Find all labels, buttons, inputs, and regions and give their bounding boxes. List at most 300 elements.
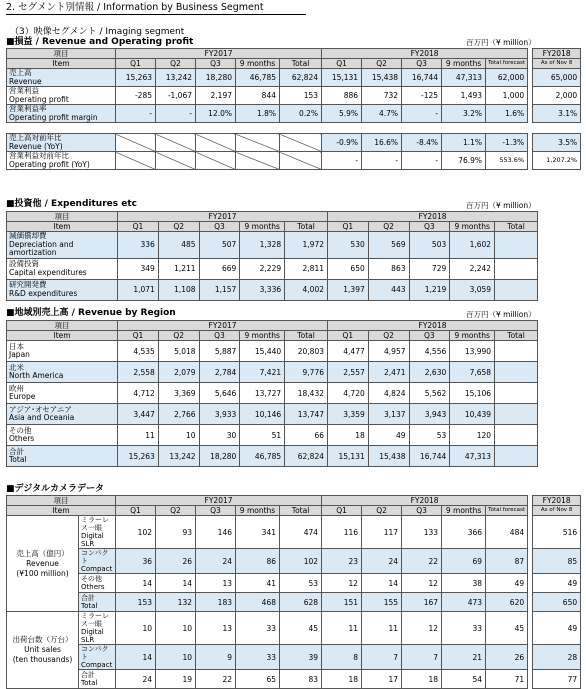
header-fy17-total: Total: [285, 331, 328, 341]
value-cell: 41: [236, 574, 280, 593]
nov-forecast-cell: 650: [533, 593, 581, 612]
value-cell: 1,219: [409, 279, 450, 300]
header-fy18-total: Total: [495, 331, 538, 341]
value-cell: 4,556: [409, 341, 450, 362]
value-cell: 14: [116, 645, 156, 670]
value-cell: 49: [486, 574, 528, 593]
value-cell: [495, 383, 538, 404]
spacer-cell: [7, 123, 581, 134]
pl-section-title: ■損益 / Revenue and Operating profit: [6, 37, 194, 47]
header-fy18-q1: Q1: [328, 222, 369, 232]
row-label-jp: コンパクト: [81, 645, 109, 661]
row-label-en: Compact: [81, 661, 113, 669]
nov-forecast-cell: 1,207.2%: [533, 152, 581, 170]
value-cell: 4,720: [328, 383, 369, 404]
value-cell: 10,439: [450, 404, 495, 425]
value-cell: 12.0%: [196, 105, 236, 123]
header-as-of-nov: As of Nov 8: [533, 506, 581, 516]
value-cell: 117: [362, 516, 402, 549]
capex-row: [7, 232, 538, 259]
header-fy17-total: Total: [280, 59, 322, 69]
value-cell: 46,785: [236, 69, 280, 87]
header-fy18-q3: Q3: [409, 222, 450, 232]
value-cell: 13,747: [285, 404, 328, 425]
nov-forecast-cell: 65,000: [533, 69, 581, 87]
header-fy2018: FY2018: [328, 212, 538, 222]
nov-forecast-cell: 49: [533, 574, 581, 593]
camera-revenue-group-label: [7, 516, 79, 612]
value-cell: 2,630: [409, 362, 450, 383]
value-cell: 507: [199, 232, 240, 259]
value-cell: [495, 404, 538, 425]
no-data-cell: [116, 152, 156, 170]
value-cell: 5,887: [199, 341, 240, 362]
nov-forecast-cell: 3.5%: [533, 134, 581, 152]
row-label-en: Compact: [81, 565, 113, 573]
value-cell: 151: [322, 593, 362, 612]
value-cell: 1.6%: [486, 105, 528, 123]
value-cell: 38: [442, 574, 486, 593]
row-label-jp: 研究開発費: [9, 280, 47, 289]
value-cell: 2,558: [118, 362, 159, 383]
value-cell: 66: [285, 425, 328, 446]
value-cell: 26: [486, 645, 528, 670]
no-data-cell: [156, 152, 196, 170]
value-cell: 24: [362, 549, 402, 574]
row-label-en: Asia and Oceania: [9, 413, 75, 422]
value-cell: 15,440: [240, 341, 285, 362]
value-cell: 3,059: [450, 279, 495, 300]
header-fy17-q2: Q2: [156, 59, 196, 69]
value-cell: 65: [236, 670, 280, 689]
value-cell: 16,744: [409, 446, 450, 467]
value-cell: 1,972: [285, 232, 328, 259]
region-row-label: [7, 404, 118, 425]
value-cell: 2,229: [240, 258, 285, 279]
value-cell: 62,824: [280, 69, 322, 87]
header-fy18-q3: Q3: [409, 331, 450, 341]
region-row: [7, 383, 538, 404]
header-fy17-q1: Q1: [116, 59, 156, 69]
header-fy18-nine: 9 months: [442, 59, 486, 69]
group-label-en-1: Revenue: [26, 558, 59, 568]
value-cell: 2,784: [199, 362, 240, 383]
value-cell: 23: [322, 549, 362, 574]
header-item-en: Item: [7, 222, 118, 232]
row-label-en: Total: [9, 455, 27, 464]
region-row: [7, 362, 538, 383]
row-label-en: Total: [81, 679, 98, 687]
value-cell: 20,803: [285, 341, 328, 362]
no-data-cell: [156, 134, 196, 152]
nov-forecast-cell: 77: [533, 670, 581, 689]
value-cell: 69: [442, 549, 486, 574]
value-cell: 336: [118, 232, 159, 259]
group-label-jp: 売上高（億円）: [16, 548, 69, 558]
row-label-jp: 合計: [81, 594, 95, 602]
value-cell: 16.6%: [362, 134, 402, 152]
row-label-en: Digital SLR: [81, 532, 104, 548]
header-fy17-q2: Q2: [156, 506, 196, 516]
camera-revenue-row-label: [79, 574, 116, 593]
capex-table: [6, 211, 538, 301]
value-cell: 24: [116, 670, 156, 689]
value-cell: 86: [236, 549, 280, 574]
region-row-label: [7, 341, 118, 362]
capex-unit-note: 百万円（¥ million）: [466, 201, 536, 210]
camera-units-row: [7, 670, 581, 689]
value-cell: 669: [199, 258, 240, 279]
value-cell: 17: [362, 670, 402, 689]
value-cell: 5,562: [409, 383, 450, 404]
value-cell: 13: [196, 612, 236, 645]
region-row-label: [7, 362, 118, 383]
section-subtitle: （3）映像セグメント / Imaging segment: [10, 27, 185, 37]
header-fy18-q1: Q1: [322, 506, 362, 516]
value-cell: 485: [158, 232, 199, 259]
value-cell: 1,000: [486, 87, 528, 105]
value-cell: 4,535: [118, 341, 159, 362]
value-cell: 183: [196, 593, 236, 612]
value-cell: 5.9%: [322, 105, 362, 123]
capex-row: [7, 279, 538, 300]
group-label-en-2: (ten thousands): [12, 655, 73, 664]
camera-revenue-row-label: [79, 593, 116, 612]
value-cell: 15,438: [368, 446, 409, 467]
row-label-en: Revenue (YoY): [9, 141, 63, 151]
value-cell: 15,438: [362, 69, 402, 87]
row-label-jp: 欧州: [9, 383, 24, 393]
value-cell: 620: [486, 593, 528, 612]
value-cell: 1,071: [118, 279, 159, 300]
row-label-jp: 営業利益: [9, 86, 39, 95]
pl-yoy-row: [7, 152, 581, 170]
row-label-en: Operating profit margin: [9, 112, 98, 122]
value-cell: 3,447: [118, 404, 159, 425]
header-fy17-nine: 9 months: [240, 222, 285, 232]
value-cell: 153: [116, 593, 156, 612]
value-cell: 7,658: [450, 362, 495, 383]
value-cell: 12: [322, 574, 362, 593]
value-cell: [495, 446, 538, 467]
header-fy18-q3: Q3: [402, 506, 442, 516]
header-fy18-total-forecast: Total forecast: [486, 506, 528, 516]
header-fy2017: FY2017: [118, 212, 328, 222]
value-cell: 33: [236, 612, 280, 645]
value-cell: 4,477: [328, 341, 369, 362]
pl-row-label: [7, 87, 116, 105]
header-fy18-q3: Q3: [402, 59, 442, 69]
nov-forecast-cell: 28: [533, 645, 581, 670]
header-row-1: [7, 212, 538, 222]
value-cell: 5,018: [158, 341, 199, 362]
value-cell: 132: [156, 593, 196, 612]
value-cell: 45: [280, 612, 322, 645]
header-row-2: [7, 506, 581, 516]
value-cell: 473: [442, 593, 486, 612]
header-fy2017: FY2017: [118, 321, 328, 331]
row-label-en: Depreciation and amortization: [9, 239, 74, 257]
header-item-en: Item: [7, 506, 116, 516]
value-cell: 26: [156, 549, 196, 574]
value-cell: -: [116, 105, 156, 123]
value-cell: 3,943: [409, 404, 450, 425]
value-cell: 76.9%: [442, 152, 486, 170]
header-fy17-total: Total: [280, 506, 322, 516]
value-cell: 569: [368, 232, 409, 259]
value-cell: 3.2%: [442, 105, 486, 123]
row-label-jp: 合計: [9, 446, 24, 456]
value-cell: 2,079: [158, 362, 199, 383]
pl-yoy-label: [7, 134, 116, 152]
region-row: [7, 446, 538, 467]
header-fy18-q1: Q1: [322, 59, 362, 69]
header-fy18-q1: Q1: [328, 331, 369, 341]
header-fy2017: FY2017: [116, 496, 322, 506]
value-cell: 1,602: [450, 232, 495, 259]
value-cell: 3,369: [158, 383, 199, 404]
value-cell: -1.3%: [486, 134, 528, 152]
row-label-jp: コンパクト: [81, 549, 109, 565]
value-cell: -: [402, 152, 442, 170]
value-cell: 22: [196, 670, 236, 689]
value-cell: 366: [442, 516, 486, 549]
value-cell: 49: [368, 425, 409, 446]
no-data-cell: [280, 152, 322, 170]
nov-forecast-cell: 49: [533, 612, 581, 645]
camera-units-row: [7, 645, 581, 670]
nov-forecast-cell: 85: [533, 549, 581, 574]
camera-units-row: [7, 612, 581, 645]
value-cell: 5,646: [199, 383, 240, 404]
value-cell: -: [402, 105, 442, 123]
no-data-cell: [196, 134, 236, 152]
value-cell: 3,137: [368, 404, 409, 425]
value-cell: 53: [409, 425, 450, 446]
value-cell: 18,280: [199, 446, 240, 467]
header-fy17-q1: Q1: [116, 506, 156, 516]
value-cell: 116: [322, 516, 362, 549]
value-cell: 15,263: [118, 446, 159, 467]
value-cell: [495, 425, 538, 446]
value-cell: 2,197: [196, 87, 236, 105]
header-item-jp: 項目: [7, 212, 118, 222]
value-cell: 15,131: [322, 69, 362, 87]
row-label-en: Total: [81, 602, 98, 610]
region-row: [7, 341, 538, 362]
region-row-label: [7, 425, 118, 446]
value-cell: 341: [236, 516, 280, 549]
header-fy18-q2: Q2: [362, 59, 402, 69]
header-fy18-total: Total: [495, 222, 538, 232]
value-cell: 4.7%: [362, 105, 402, 123]
header-fy2018: FY2018: [322, 496, 528, 506]
value-cell: 14: [362, 574, 402, 593]
no-data-cell: [116, 134, 156, 152]
row-label-jp: 営業利益率: [9, 104, 47, 113]
value-cell: 484: [486, 516, 528, 549]
value-cell: 1.8%: [236, 105, 280, 123]
value-cell: 62,000: [486, 69, 528, 87]
value-cell: 30: [199, 425, 240, 446]
capex-section-title: ■投資他 / Expenditures etc: [6, 199, 137, 209]
header-fy17-nine: 9 months: [236, 506, 280, 516]
row-label-jp: 売上高: [9, 68, 32, 77]
value-cell: -: [362, 152, 402, 170]
value-cell: 4,712: [118, 383, 159, 404]
value-cell: 503: [409, 232, 450, 259]
pl-unit-note: 百万円（¥ million）: [466, 38, 536, 47]
pl-yoy-row: [7, 134, 581, 152]
value-cell: 10: [158, 425, 199, 446]
header-item-en: Item: [7, 59, 116, 69]
camera-section-title: ■デジタルカメラデータ: [6, 484, 104, 494]
header-fy17-q1: Q1: [118, 331, 159, 341]
value-cell: [495, 362, 538, 383]
value-cell: 1,157: [199, 279, 240, 300]
header-fy18-nine: 9 months: [450, 222, 495, 232]
row-label-jp: ミラーレス一眼: [81, 612, 109, 628]
region-row-label: [7, 383, 118, 404]
value-cell: 13,242: [156, 69, 196, 87]
value-cell: [495, 341, 538, 362]
value-cell: 732: [362, 87, 402, 105]
row-label-jp: アジア･オセアニア: [9, 404, 72, 414]
row-label-jp: 合計: [81, 671, 95, 679]
camera-table: [6, 495, 581, 689]
header-item-jp: 項目: [7, 496, 116, 506]
camera-revenue-row-label: [79, 516, 116, 549]
header-fy18-q2: Q2: [362, 506, 402, 516]
camera-units-group-label: [7, 612, 79, 689]
value-cell: 71: [486, 670, 528, 689]
value-cell: 12: [402, 612, 442, 645]
value-cell: 10: [156, 645, 196, 670]
value-cell: 474: [280, 516, 322, 549]
value-cell: 2,811: [285, 258, 328, 279]
row-label-en: Europe: [9, 392, 36, 401]
value-cell: 1,108: [158, 279, 199, 300]
camera-units-row-label: [79, 670, 116, 689]
value-cell: 16,744: [402, 69, 442, 87]
header-fy18-nine: 9 months: [442, 506, 486, 516]
value-cell: 22: [402, 549, 442, 574]
value-cell: 15,131: [328, 446, 369, 467]
value-cell: 1,397: [328, 279, 369, 300]
value-cell: 650: [328, 258, 369, 279]
value-cell: 18,432: [285, 383, 328, 404]
value-cell: 167: [402, 593, 442, 612]
header-fy17-q2: Q2: [158, 331, 199, 341]
region-row: [7, 404, 538, 425]
capex-row-label: [7, 279, 118, 300]
header-fy2017: FY2017: [116, 49, 322, 59]
value-cell: 11: [118, 425, 159, 446]
value-cell: 3,359: [328, 404, 369, 425]
value-cell: 24: [196, 549, 236, 574]
header-fy17-q1: Q1: [118, 222, 159, 232]
row-label-jp: ミラーレス一眼: [81, 516, 109, 532]
pl-row: [7, 87, 581, 105]
value-cell: 36: [116, 549, 156, 574]
value-cell: 51: [240, 425, 285, 446]
row-label-en: North America: [9, 371, 64, 380]
value-cell: 4,002: [285, 279, 328, 300]
value-cell: 47,313: [450, 446, 495, 467]
row-label-jp: 売上高対前年比: [9, 133, 62, 142]
region-table: [6, 320, 538, 467]
value-cell: 443: [368, 279, 409, 300]
header-fy18-total-forecast: Total forecast: [486, 59, 528, 69]
value-cell: 349: [118, 258, 159, 279]
pl-row-label: [7, 105, 116, 123]
value-cell: 146: [196, 516, 236, 549]
header-fy17-nine: 9 months: [240, 331, 285, 341]
camera-units-row-label: [79, 612, 116, 645]
group-label-jp: 出荷台数（万台）: [12, 635, 73, 644]
no-data-cell: [236, 134, 280, 152]
value-cell: 133: [402, 516, 442, 549]
header-row-1: [7, 321, 538, 331]
region-row: [7, 425, 538, 446]
value-cell: 19: [156, 670, 196, 689]
header-row-2: [7, 331, 538, 341]
camera-revenue-row: [7, 593, 581, 612]
value-cell: [495, 232, 538, 259]
header-fy17-total: Total: [285, 222, 328, 232]
value-cell: 47,313: [442, 69, 486, 87]
row-label-en: Others: [81, 583, 105, 591]
value-cell: 1,211: [158, 258, 199, 279]
value-cell: -: [322, 152, 362, 170]
camera-units-row-label: [79, 645, 116, 670]
value-cell: 10,146: [240, 404, 285, 425]
value-cell: 18: [328, 425, 369, 446]
row-label-en: Digital SLR: [81, 628, 104, 644]
camera-revenue-row-label: [79, 549, 116, 574]
value-cell: 83: [280, 670, 322, 689]
row-label-jp: 減価償却費: [9, 231, 47, 240]
header-item-en: Item: [7, 331, 118, 341]
pl-spacer: [7, 123, 581, 134]
region-row-label: [7, 446, 118, 467]
row-label-jp: 北米: [9, 362, 24, 372]
row-label-en: Revenue: [9, 76, 42, 86]
value-cell: 12: [402, 574, 442, 593]
value-cell: [495, 258, 538, 279]
pl-row: [7, 69, 581, 87]
pl-row-label: [7, 69, 116, 87]
camera-revenue-row: [7, 574, 581, 593]
header-row-2: [7, 59, 581, 69]
header-row-2: [7, 222, 538, 232]
camera-revenue-row: [7, 549, 581, 574]
value-cell: 18: [402, 670, 442, 689]
page-title: 2. セグメント別情報 / Information by Business Segment: [6, 2, 306, 15]
header-as-of-nov: As of Nov 8: [533, 59, 581, 69]
value-cell: 4,824: [368, 383, 409, 404]
value-cell: 39: [280, 645, 322, 670]
header-fy18-q2: Q2: [368, 331, 409, 341]
value-cell: 553.6%: [486, 152, 528, 170]
value-cell: -1,067: [156, 87, 196, 105]
value-cell: 863: [368, 258, 409, 279]
value-cell: 13,727: [240, 383, 285, 404]
row-label-en: Others: [9, 434, 35, 443]
row-label-jp: その他: [9, 425, 32, 435]
value-cell: 4,957: [368, 341, 409, 362]
row-label-en: Japan: [9, 350, 30, 359]
